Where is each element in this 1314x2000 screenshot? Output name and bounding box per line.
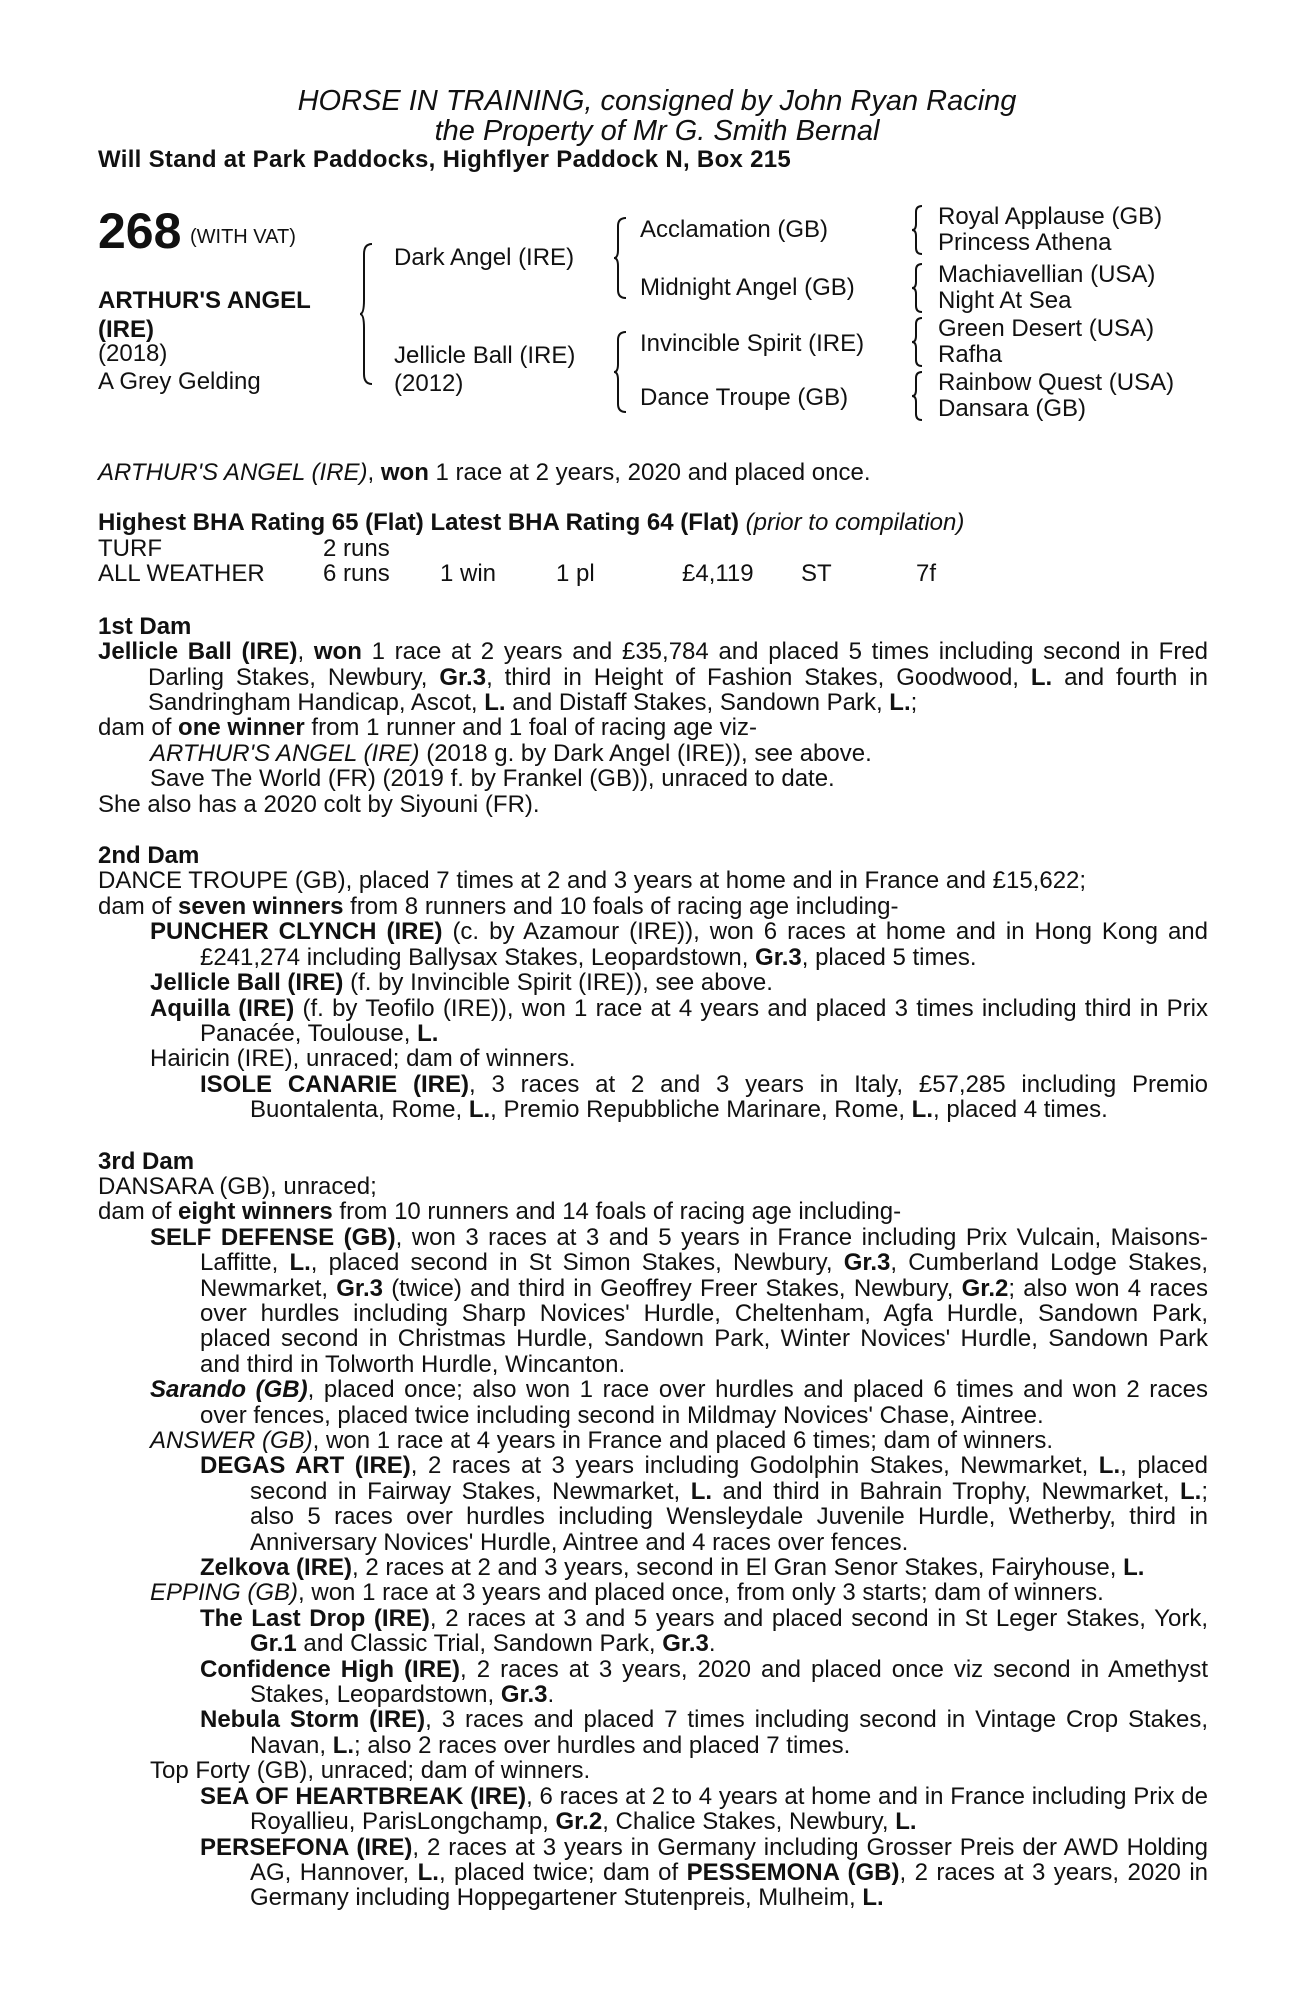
third-dam-heading: 3rd Dam: [98, 1147, 195, 1175]
produce-top-forty: Top Forty (GB), unraced; dam of winners.: [150, 1757, 591, 1785]
grade: Gr.3: [336, 1274, 383, 1302]
t: , 3 races at 2 and 3 years in Italy, £57,285 including Premio Buontalenta, Rome,: [250, 1070, 1209, 1124]
grade: Gr.3: [843, 1249, 891, 1277]
grade: L.: [889, 689, 911, 717]
produce-name: ANSWER (GB): [150, 1427, 313, 1454]
t: , Cumberland Lodge Stakes, Newmarket,: [200, 1249, 1209, 1302]
produce-answer: [98, 1428, 1208, 1453]
aw-runs: 6 runs: [323, 559, 390, 587]
grade: Gr.3: [500, 1681, 548, 1709]
produce-arthurs-angel: [98, 741, 1208, 766]
second-dam-line: DANCE TROUPE (GB), placed 7 times at 2 and 3 years at home and in France and £15,622;: [98, 867, 1087, 895]
pedigree-bracket-dd: [912, 370, 926, 422]
t: dam of: [98, 892, 179, 920]
first-dam-entry: [98, 639, 1208, 715]
grade: Gr.1: [250, 1630, 297, 1658]
t: from 10 runners and 14 foals of racing age including-: [332, 1198, 902, 1226]
t: ; also 5 races over hurdles including Wensleydale Juvenile Hurdle, Wetherby, third in Anniversary Novices' Hurdle, Aintree and 4 races over fences.: [250, 1477, 1208, 1556]
produce-name: PERSEFONA (IRE): [200, 1833, 413, 1861]
pedigree-sss: Royal Applause (GB): [938, 203, 1163, 230]
produce-jellicle-ball: [98, 970, 1208, 995]
produce-name: SEA OF HEARTBREAK (IRE): [200, 1782, 527, 1810]
grade: L.: [468, 1096, 491, 1124]
grade: L.: [862, 1884, 884, 1912]
t: , placed second in Fairway Stakes, Newmarket,: [250, 1452, 1209, 1505]
produce-name: Sarando (GB): [150, 1376, 308, 1404]
t: from 1 runner and 1 foal of racing age viz-: [304, 714, 757, 742]
t: (2018 g. by Dark Angel (IRE)), see above.: [419, 739, 872, 767]
t: , won 1 race at 4 years in France and placed 6 times; dam of winners.: [312, 1427, 1054, 1454]
produce-nebula-storm: [98, 1707, 1208, 1758]
grade: L.: [484, 689, 506, 717]
produce-name: PUNCHER CLYNCH (IRE): [150, 918, 443, 946]
produce-name: ARTHUR'S ANGEL (IRE): [150, 739, 420, 767]
won-word: won: [313, 638, 362, 666]
grade: L.: [1180, 1477, 1202, 1505]
t: , placed second in St Simon Stakes, Newbury,: [310, 1249, 844, 1277]
pedigree-sdd: Night At Sea: [938, 287, 1072, 314]
t: , 3 races and placed 7 times including second in Vintage Crop Stakes, Navan,: [250, 1706, 1209, 1759]
summary-horse-name: ARTHUR'S ANGEL (IRE): [98, 459, 368, 486]
race-summary: [98, 460, 1208, 485]
first-dam-name: Jellicle Ball (IRE): [98, 638, 298, 666]
produce-name: Jellicle Ball (IRE): [150, 969, 344, 997]
t: ; also won 4 races over hurdles including Sharp Novices' Hurdle, Cheltenham, Agfa Hurdle, Sandown Park, placed second in Christmas Hurdle, Sandown Park, Winter Novices' Hurdle, Sandown Park and third in Tolworth Hurdle, Wincanton.: [200, 1274, 1209, 1378]
stand-location: Will Stand at Park Paddocks, Highflyer Paddock N, Box 215: [98, 146, 792, 173]
grade: L.: [289, 1249, 311, 1277]
produce-isole-canarie: [98, 1072, 1208, 1123]
grade: Gr.2: [555, 1808, 603, 1836]
pedigree-bracket-main: [360, 240, 380, 390]
horse-name: ARTHUR'S ANGEL (IRE): [98, 287, 311, 343]
grade: L.: [332, 1731, 355, 1759]
t: , 2 races at 3 and 5 years and placed second in St Leger Stakes, York,: [429, 1604, 1208, 1632]
aw-wins: 1 win: [440, 559, 497, 587]
first-dam-produce-intro: [98, 715, 1208, 740]
first-dam-heading: 1st Dam: [98, 612, 192, 640]
third-dam-line: DANSARA (GB), unraced;: [98, 1172, 377, 1200]
horse-description: A Grey Gelding: [98, 368, 261, 395]
pedigree-sire-sire: Acclamation (GB): [640, 216, 829, 243]
grade: L.: [895, 1808, 917, 1836]
consignor-line: HORSE IN TRAINING, consigned by John Ryan Racing: [297, 85, 1017, 117]
t: from 8 runners and 10 foals of racing age including-: [343, 892, 899, 920]
t: , won 3 races at 3 and 5 years in France including Prix Vulcain, Maisons-Laffitte,: [200, 1223, 1208, 1277]
produce-the-last-drop: [98, 1606, 1208, 1657]
produce-name: Aquilla (IRE): [150, 994, 295, 1022]
t: .: [708, 1630, 716, 1658]
aw-prize-money: £4,119: [682, 559, 754, 587]
produce-name: The Last Drop (IRE): [200, 1604, 430, 1632]
produce-name: EPPING (GB): [150, 1579, 299, 1607]
pedigree-dam: Jellicle Ball (IRE): [394, 342, 576, 369]
t: , Premio Repubbliche Marinare, Rome,: [490, 1096, 912, 1124]
t: , placed 5 times.: [801, 943, 977, 971]
t: and Classic Trial, Sandown Park,: [296, 1630, 663, 1658]
produce-persefona: [98, 1835, 1208, 1911]
pedigree-dam-sire: Invincible Spirit (IRE): [640, 330, 865, 357]
t: , 2 races at 3 years in Germany including Grosser Preis der AWD Holding AG, Hannover,: [250, 1833, 1208, 1886]
t: dam of: [98, 714, 179, 742]
t: .: [547, 1681, 555, 1709]
lot-number: 268: [98, 203, 182, 259]
t: , 2 races at 3 years, 2020 in Germany including Hoppegartener Stutenpreis, Mulheim,: [250, 1858, 1209, 1912]
t: , placed twice; dam of: [438, 1858, 687, 1886]
turf-runs: 2 runs: [323, 534, 390, 562]
aw-label: ALL WEATHER: [98, 559, 265, 587]
t: , 6 races at 2 to 4 years at home and in France including Prix de Royallieu, ParisLongchamp,: [250, 1782, 1208, 1836]
t: , placed 4 times.: [932, 1096, 1108, 1124]
pedigree-sire-dam: Midnight Angel (GB): [640, 274, 855, 301]
produce-aquilla: [98, 996, 1208, 1047]
t: and fourth in Sandringham Handicap, Ascot,: [148, 663, 1208, 717]
produce-2020-colt: She also has a 2020 colt by Siyouni (FR).: [98, 790, 540, 818]
produce-sarando: [98, 1377, 1208, 1428]
summary-text: 1 race at 2 years, 2020 and placed once.: [428, 459, 871, 486]
t: (c. by Azamour (IRE)), won 6 races at home and in Hong Kong and £241,274 including Ballysax Stakes, Leopardstown,: [200, 918, 1209, 971]
pedigree-dam-year: (2012): [394, 370, 464, 397]
t: (twice) and third in Geoffrey Freer Stakes, Newbury,: [382, 1274, 962, 1302]
pedigree-bracket-ss: [912, 204, 926, 256]
pedigree-ssd: Princess Athena: [938, 229, 1112, 256]
summary-comma: ,: [367, 459, 381, 486]
t: 1 race at 2 years and £35,784 and placed 5 times including second in Fred Darling Stakes, Newbury,: [148, 638, 1209, 691]
produce-sea-of-heartbreak: [98, 1784, 1208, 1835]
t: , won 1 race at 3 years and placed once, from only 3 starts; dam of winners.: [298, 1579, 1104, 1607]
produce-self-defense: [98, 1225, 1208, 1377]
grade: Gr.2: [961, 1274, 1009, 1302]
rating-line: [98, 510, 1208, 535]
property-line: the Property of Mr G. Smith Bernal: [434, 115, 880, 147]
produce-epping: [98, 1580, 1208, 1605]
t: , 2 races at 3 years, 2020 and placed once viz second in Amethyst Stakes, Leopardstown,: [250, 1655, 1208, 1709]
turf-label: TURF: [98, 534, 162, 562]
produce-name: Nebula Storm (IRE): [200, 1706, 426, 1734]
produce-confidence-high: [98, 1657, 1208, 1708]
aw-distance: 7f: [916, 559, 937, 587]
grade: Gr.3: [755, 943, 802, 971]
produce-name: SELF DEFENSE (GB): [150, 1223, 396, 1251]
grade: L.: [1098, 1452, 1121, 1480]
t: ; also 2 races over hurdles and placed 7 times.: [354, 1731, 851, 1759]
produce-degas-art: [98, 1453, 1208, 1555]
winners-count: one winner: [178, 714, 305, 742]
produce-save-the-world: Save The World (FR) (2019 f. by Frankel (GB)), unraced to date.: [150, 765, 835, 793]
grade: L.: [1030, 663, 1053, 691]
rating-bold: Highest BHA Rating 65 (Flat) Latest BHA Rating 64 (Flat): [98, 509, 739, 537]
grade: L.: [911, 1096, 933, 1124]
grade: L.: [417, 1858, 439, 1886]
pedigree-bracket-dam: [614, 328, 632, 418]
produce-name: DEGAS ART (IRE): [200, 1452, 411, 1480]
pedigree-dsd: Rafha: [938, 341, 1003, 368]
t: dam of: [98, 1198, 179, 1226]
t: (f. by Teofilo (IRE)), won 1 race at 4 years and placed 3 times including third in Prix Panacée, Toulouse,: [200, 994, 1208, 1047]
catalogue-body: [98, 460, 1208, 1911]
grade: L.: [417, 1019, 439, 1047]
summary-won: won: [380, 459, 429, 486]
third-dam-produce-intro: [98, 1199, 1208, 1224]
t: ,: [297, 638, 314, 666]
produce-hairicin: Hairicin (IRE), unraced; dam of winners.: [150, 1045, 576, 1073]
race-record: [98, 536, 1208, 588]
pedigree-bracket-ds: [912, 316, 926, 368]
produce-zelkova: [98, 1555, 1208, 1580]
grade: Gr.3: [662, 1630, 709, 1658]
produce-puncher-clynch: [98, 919, 1208, 970]
t: (f. by Invincible Spirit (IRE)), see above.: [343, 969, 773, 997]
t: , 2 races at 3 years including Godolphin Stakes, Newmarket,: [410, 1452, 1099, 1480]
t: ;: [910, 689, 918, 717]
pedigree-dss: Green Desert (USA): [938, 315, 1155, 342]
grade: Gr.3: [439, 663, 487, 691]
pedigree-dds: Rainbow Quest (USA): [938, 369, 1175, 396]
pedigree-bracket-sire: [614, 214, 632, 304]
t: , third in Height of Fashion Stakes, Goodwood,: [486, 663, 1031, 691]
produce-name: PESSEMONA (GB): [686, 1858, 900, 1886]
second-dam-heading: 2nd Dam: [98, 842, 200, 870]
grade: L.: [690, 1477, 713, 1505]
t: and Distaff Stakes, Sandown Park,: [505, 689, 890, 717]
t: and third in Bahrain Trophy, Newmarket,: [712, 1477, 1180, 1505]
rating-note: (prior to compilation): [745, 509, 965, 537]
horse-year: (2018): [98, 340, 168, 367]
t: , 2 races at 2 and 3 years, second in El Gran Senor Stakes, Fairyhouse,: [352, 1554, 1124, 1582]
pedigree-ddd: Dansara (GB): [938, 395, 1087, 422]
aw-track: ST: [801, 559, 832, 587]
pedigree-dam-dam: Dance Troupe (GB): [640, 384, 849, 411]
pedigree-sire: Dark Angel (IRE): [394, 244, 575, 271]
winners-count: eight winners: [178, 1198, 333, 1226]
second-dam-produce-intro: [98, 894, 1208, 919]
vat-note: (WITH VAT): [190, 226, 296, 248]
produce-name: Confidence High (IRE): [200, 1655, 461, 1683]
grade: L.: [1123, 1554, 1145, 1582]
produce-name: Zelkova (IRE): [200, 1554, 353, 1582]
winners-count: seven winners: [178, 892, 344, 920]
pedigree-bracket-sd: [912, 262, 926, 314]
aw-places: 1 pl: [556, 559, 595, 587]
t: , Chalice Stakes, Newbury,: [602, 1808, 896, 1836]
t: , placed once; also won 1 race over hurdles and placed 6 times and won 2 races over fences, placed twice including second in Mildmay Novices' Chase, Aintree.: [200, 1376, 1208, 1429]
pedigree-sds: Machiavellian (USA): [938, 261, 1156, 288]
produce-name: ISOLE CANARIE (IRE): [200, 1070, 469, 1098]
